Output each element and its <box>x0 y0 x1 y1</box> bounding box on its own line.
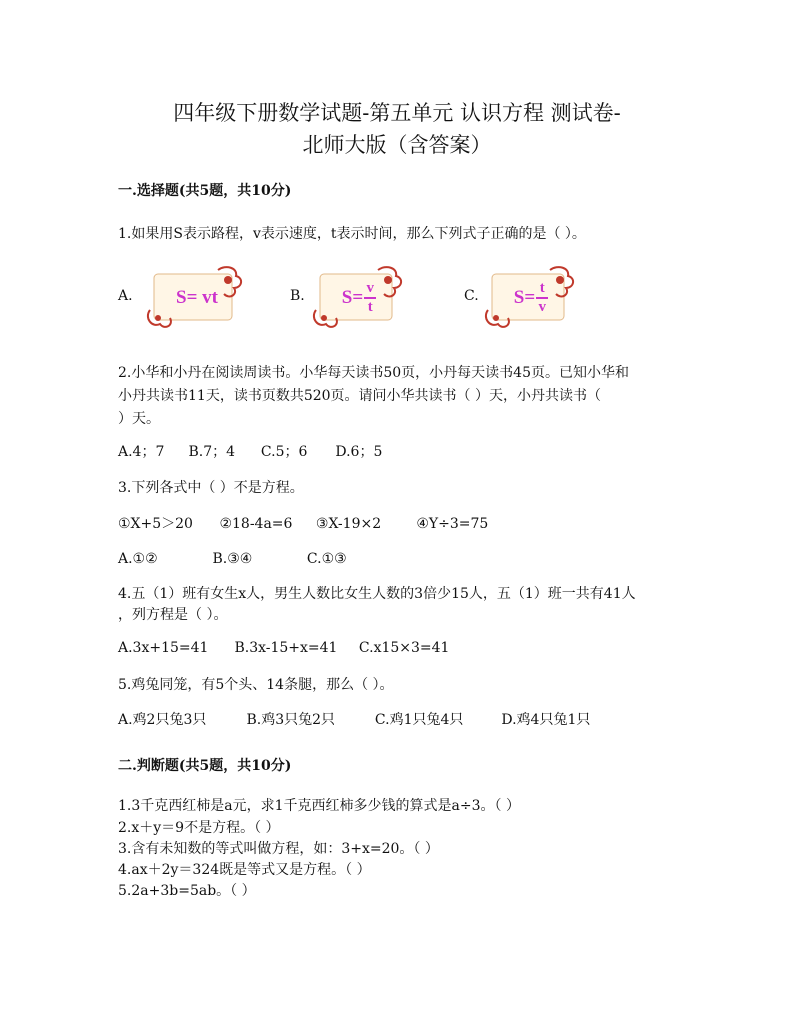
q3-text: 3.下列各式中（ ）不是方程。 <box>118 480 304 496</box>
judge-item: 5.2a+3b=5ab。（ ） <box>118 883 256 899</box>
q3-item: ③X-19×2 <box>315 516 382 532</box>
q2-option[interactable]: B.7；4 <box>188 444 236 460</box>
formula-b-lhs: S= <box>341 287 364 308</box>
q2-option[interactable]: D.6；5 <box>335 444 383 460</box>
q2-line1: 2.小华和小丹在阅读周读书。小华每天读书50页，小丹每天读书45页。已知小华和 <box>118 365 629 381</box>
q1-option-b-letter: B. <box>290 288 305 304</box>
q2-line2: 小丹共读书11天，读书页数共520页。请问小华共读书（ ）天，小丹共读书（ <box>118 388 601 404</box>
q2-options <box>118 441 382 463</box>
q4-option[interactable]: B.3x-15+x=41 <box>234 640 338 656</box>
q3-option[interactable]: A.①② <box>118 551 158 567</box>
q5-options <box>118 709 590 731</box>
q1-option-c-letter: C. <box>464 288 479 304</box>
q4-option[interactable]: C.x15×3=41 <box>358 640 450 656</box>
q4-option[interactable]: A.3x+15=41 <box>118 640 209 656</box>
judge-item: 3.含有未知数的等式叫做方程，如：3+x=20。（ ） <box>118 841 439 857</box>
q3-item: ④Y÷3=75 <box>416 516 489 532</box>
q3-options <box>118 548 347 570</box>
judge-item: 1.3千克西红柿是a元，求1千克西红柿多少钱的算式是a÷3。（ ） <box>118 798 520 814</box>
section2-heading: 二.判断题(共5题，共10分) <box>118 758 292 774</box>
judge-item: 2.x＋y＝9不是方程。（ ） <box>118 820 280 836</box>
q1-option-a-letter: A. <box>118 288 133 304</box>
page-title-line2: 北师大版（含答案） <box>302 133 492 157</box>
q3-items <box>118 513 488 535</box>
ribbon-card-icon <box>312 266 412 330</box>
q5-option[interactable]: D.鸡4只兔1只 <box>501 712 591 728</box>
q1-options <box>118 266 588 330</box>
q5-option[interactable]: C.鸡1只兔4只 <box>374 712 464 728</box>
q3-option[interactable]: C.①③ <box>306 551 347 567</box>
formula-b-numerator: v <box>366 280 374 296</box>
q4-line2: ，列方程是（ ）。 <box>118 607 228 623</box>
section1-heading: 一.选择题(共5题，共10分) <box>118 183 292 199</box>
q3-item: ①X+5＞20 <box>118 516 193 532</box>
formula-a: S= vt <box>176 287 218 308</box>
q1-text: 1.如果用S表示路程，v表示速度，t表示时间，那么下列式子正确的是（ ）。 <box>118 226 586 242</box>
formula-c-denominator: v <box>538 299 546 315</box>
q5-option[interactable]: A.鸡2只兔3只 <box>118 712 207 728</box>
judge-item: 4.ax＋2y＝324既是等式又是方程。（ ） <box>118 862 371 878</box>
q5-option[interactable]: B.鸡3只兔2只 <box>246 712 336 728</box>
formula-c-lhs: S= <box>513 287 536 308</box>
formula-b-fraction <box>364 281 376 315</box>
q4-options <box>118 637 449 659</box>
ribbon-card-icon <box>484 266 584 330</box>
formula-b-denominator: t <box>367 299 373 315</box>
q2-option[interactable]: C.5；6 <box>260 444 308 460</box>
formula-c-fraction <box>536 281 548 315</box>
formula-c-numerator: t <box>539 280 545 296</box>
q3-item: ②18-4a=6 <box>219 516 293 532</box>
q4-line1: 4.五（1）班有女生x人，男生人数比女生人数的3倍少15人，五（1）班一共有41人 <box>118 586 636 602</box>
q3-option[interactable]: B.③④ <box>212 551 253 567</box>
ribbon-card-icon <box>146 266 246 330</box>
q2-line3: ）天。 <box>118 411 160 427</box>
q2-option[interactable]: A.4；7 <box>118 444 165 460</box>
page-title-line1: 四年级下册数学试题-第五单元 认识方程 测试卷- <box>173 101 621 125</box>
q5-text: 5.鸡兔同笼，有5个头、14条腿，那么（ ）。 <box>118 677 394 693</box>
